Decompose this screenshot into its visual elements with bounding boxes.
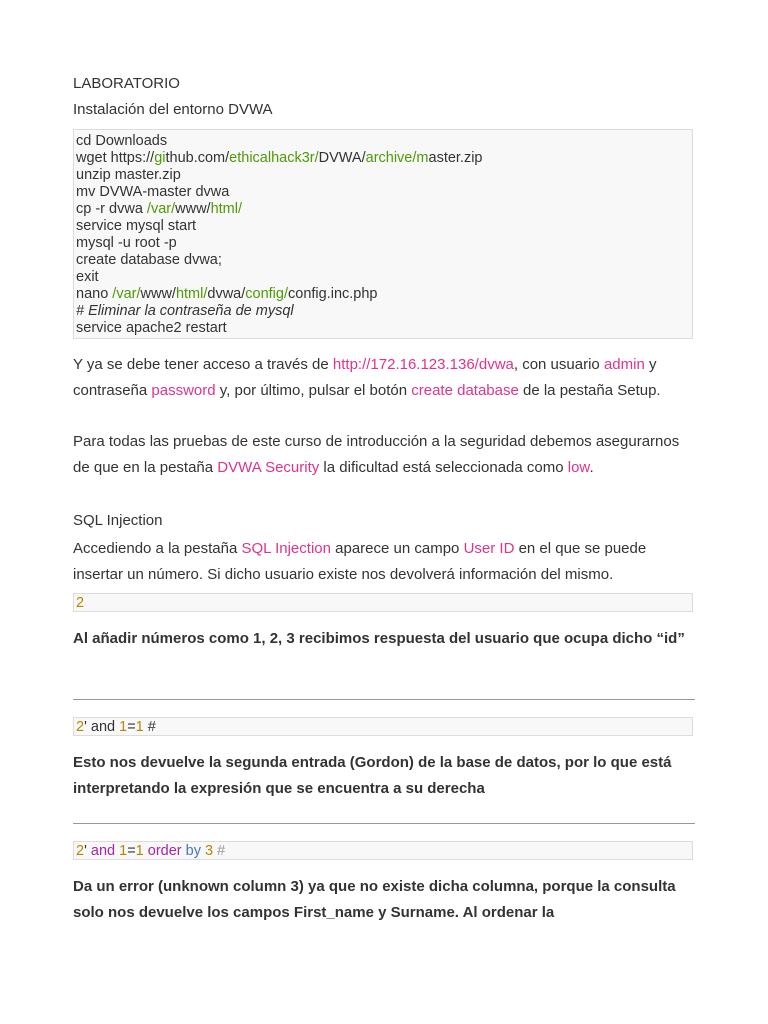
code-line: exit [76,269,99,285]
subtitle: Instalación del entorno DVWA [73,101,273,118]
code-line: create database dvwa; [76,252,222,268]
code-line: service apache2 restart [76,320,227,336]
code-line: service mysql start [76,218,197,234]
code-comment: # Eliminar la contraseña de mysql [76,303,294,319]
code-line: mysql -u root -p [76,235,177,251]
bold-paragraph-2: Esto nos devuelve la segunda entrada (Gordon) de la base de datos, por lo que está interpretando la expresión que se encuentra a su derecha [73,754,672,797]
section-title: SQL Injection [73,512,163,529]
code-line: cd Downloads [76,133,168,149]
code-snippet-2: 2' and 1=1 # [73,717,693,736]
divider [73,699,695,700]
code-line: cp -r dvwa /var/www/html/ [76,201,242,217]
bold-paragraph-1: Al añadir números como 1, 2, 3 recibimos respuesta del usuario que ocupa dicho “id” [73,630,685,647]
dvwa-url-link[interactable]: http://172.16.123.136/dvwa [332,356,514,373]
code-line: nano /var/www/html/dvwa/config/config.inc.php [76,286,378,302]
access-paragraph: Y ya se debe tener acceso a través de http://172.16.123.136/dvwa, con usuario admin y contraseña password y, por último, pulsar el botón create database de la pestaña Setup. [73,356,661,399]
install-code-block [73,129,693,339]
code-snippet-3: 2' and 1=1 order by 3 # [73,841,693,860]
code-line: mv DVWA-master dvwa [76,184,230,200]
code-line: wget https://github.com/ethicalhack3r/DVWA/archive/master.zip [76,150,483,166]
code-snippet-1: 2 [73,593,693,612]
lab-title: LABORATORIO [73,75,180,92]
sqli-paragraph: Accediendo a la pestaña SQL Injection aparece un campo User ID en el que se puede insertar un número. Si dicho usuario existe nos devolverá información del mismo. [73,540,647,583]
bold-paragraph-3: Da un error (unknown column 3) ya que no existe dicha columna, porque la consulta solo nos devuelve los campos First_name y Surname. Al ordenar la [73,878,676,921]
security-paragraph: Para todas las pruebas de este curso de introducción a la seguridad debemos asegurarnos de que en la pestaña DVWA Security la dificultad está seleccionada como low. [73,433,680,476]
divider [73,823,695,824]
code-line: unzip master.zip [76,167,181,183]
